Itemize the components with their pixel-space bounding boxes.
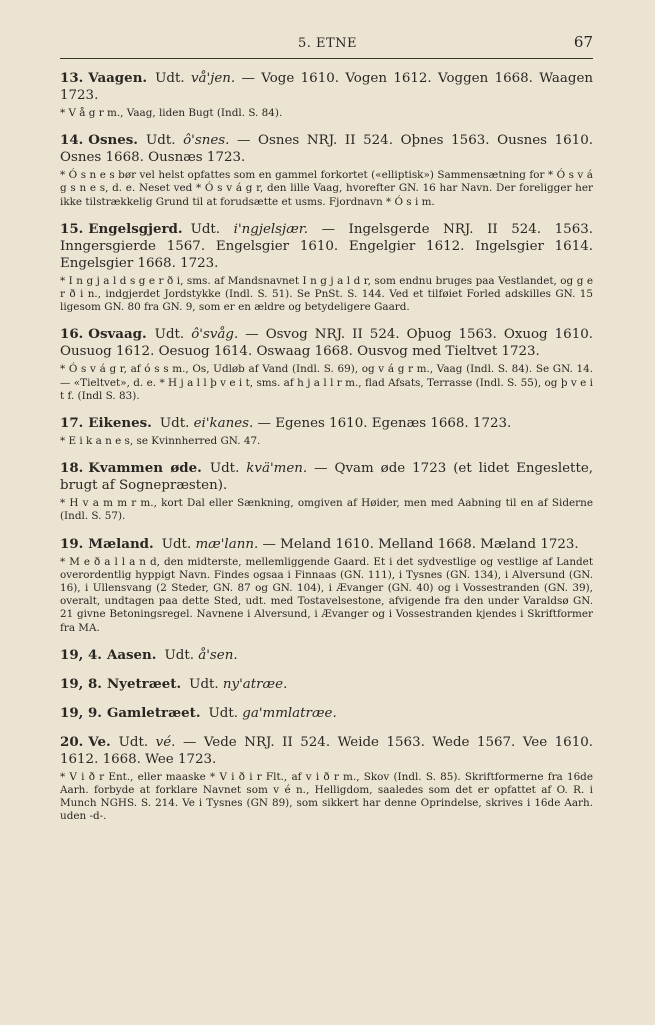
pronunciation: kvä'men.: [246, 461, 308, 477]
entry-name: Kvammen øde.: [88, 460, 202, 477]
entry-14: [60, 132, 593, 209]
historical-forms: — Meland 1610. Melland 1668. Mæland 1723.: [262, 536, 579, 552]
entry-number: 20.: [60, 733, 84, 750]
entries-list: [60, 70, 593, 836]
entry-note: * M e ð a l l a n d, den midterste, mellemliggende Gaard. Et i det sydvestlige og vestlige af Landet overordentlig hyppigt Navn. Findes ogsaa i Finnaas (GN. 111), i Tysnes (GN. 134), i Alversund (GN. 16), i Ullensvang (2 Steder, GN. 87 og GN. 104), i Ævanger (GN. 40) og i Vossestranden (GN. 39), overalt, undtagen paa dette Sted, udt. med Tostavelsestone, afvigende fra den under Varaldsø GN. 21 givne Betoningsregel. Navnene i Alversund, i Ævanger og i Vossestranden kjendes i Skriftformer fra MA.: [60, 555, 593, 634]
entry-19-4: [60, 647, 593, 664]
entry-13: [60, 70, 593, 120]
entry-number: 16.: [60, 326, 84, 343]
entry-number: 13.: [60, 70, 84, 86]
entry-number: 19.: [60, 535, 84, 552]
udt-label: Udt.: [190, 221, 221, 237]
udt-label: Udt.: [164, 647, 194, 663]
entry-heading: [60, 734, 593, 768]
entry-note: * I n g j a l d s g e r ð i, sms. af Mandsnavnet I n g j a l d r, som endnu bruges paa Vestlandet, og g e r ð i n., indgjerdet Jordstykke (Indl. S. 51). Se PnSt. S. 144. Ved et tilføiet Forled adskilles GN. 15 ligesom GN. 80 fra GN. 9, som er en ældre og betydeligere Gaard.: [60, 274, 593, 314]
udt-label: Udt.: [154, 327, 185, 343]
udt-label: Udt.: [208, 705, 238, 721]
pronunciation: ei'kanes.: [193, 416, 254, 432]
udt-label: Udt.: [155, 71, 185, 86]
udt-label: Udt.: [145, 133, 176, 149]
entry-heading: [60, 705, 593, 722]
header-rule: [60, 58, 593, 59]
entry-number: 18.: [60, 460, 84, 477]
historical-forms: — Ingelsgerde NRJ. II 524. 1563. Inngersgierde 1567. Engelsgier 1610. Engelgier 1612. Ingelsgier 1614. Engelsgier 1668. 1723.: [60, 221, 593, 271]
historical-forms: — Vede NRJ. II 524. Weide 1563. Wede 1567. Vee 1610. 1612. 1668. Wee 1723.: [60, 734, 593, 767]
entry-20: [60, 734, 593, 824]
udt-label: Udt.: [118, 734, 149, 750]
entry-17: [60, 415, 593, 448]
page-number: 67: [573, 33, 593, 51]
entry-number: 19, 9.: [60, 704, 102, 721]
entry-19-8: [60, 676, 593, 693]
entry-heading: [60, 460, 593, 494]
pronunciation: vé.: [155, 734, 176, 750]
historical-forms: — Qvam øde 1723 (et lidet Engeslette, brugt af Sognepræsten).: [60, 461, 594, 494]
entry-name: Engelsgjerd.: [88, 220, 183, 237]
entry-note: * V å g r m., Vaag, liden Bugt (Indl. S. 84).: [60, 107, 283, 119]
entry-15: [60, 221, 593, 315]
historical-forms: — Osvog NRJ. II 524. Oþuog 1563. Oxuog 1610. Ousuog 1612. Oesuog 1614. Oswaag 1668. Ousvog med Tieltvet 1723.: [60, 327, 593, 360]
entry-heading: [60, 415, 593, 432]
entry-heading: [60, 326, 593, 360]
entry-heading: [60, 647, 593, 664]
entry-16: [60, 326, 593, 403]
entry-note: * Ó s n e s bør vel helst opfattes som en gammel forkortet («elliptisk») Sammensætning for * Ó s v á g s n e s, d. e. Neset ved * Ó s v á g r, den lille Vaag, hvorefter GN. 16 har Navn. Der foreligger her ikke tilstrækkelig Grund til at forudsætte et usms. Fjordnavn * Ó s i m.: [60, 169, 593, 208]
entry-name: Osnes.: [88, 132, 138, 149]
udt-label: Udt.: [209, 461, 240, 477]
entry-name: Osvaag.: [88, 326, 147, 343]
entry-name: Vaagen.: [88, 70, 148, 86]
entry-note: * V i ð r Ent., eller maaske * V i ð i r Flt., af v i ð r m., Skov (Indl. S. 85). Skriftformerne fra 16de Aarh. forbyde at forklare Navnet som v é n., Helligdom, saaledes som det er opfattet af O. R. i Munch NGHS. S. 214. Ve i Tysnes (GN 89), som sikkert har denne Oprindelse, skrives i 16de Aarh. uden -d-.: [60, 770, 593, 823]
entry-heading: [60, 70, 593, 104]
entry-18: [60, 460, 593, 523]
pronunciation: ô'svåg.: [191, 327, 239, 343]
entry-number: 19, 8.: [60, 675, 102, 692]
pronunciation: ô'snes.: [183, 133, 230, 149]
historical-forms: — Osnes NRJ. II 524. Oþnes 1563. Ousnes 1610. Osnes 1668. Ousnæs 1723.: [60, 133, 593, 166]
entry-name: Nyetræet.: [106, 675, 182, 692]
entry-number: 14.: [60, 132, 84, 149]
pronunciation: i'ngjelsjær.: [233, 221, 308, 237]
entry-name: Eikenes.: [88, 415, 152, 432]
udt-label: Udt.: [189, 676, 219, 692]
pronunciation: mæ'lann.: [195, 536, 259, 552]
entry-note: * Ó s v á g r, af ó s s m., Os, Udløb af Vand (Indl. S. 69), og v á g r m., Vaag (Indl. S. 84). Se GN. 14. — «Tieltvet», d. e. * H j a l l þ v e i t, sms. af h j a l l r m., flad Afsats, Terrasse (Indl. S. 55), og þ v e i t f. (Indl S. 83).: [60, 363, 593, 402]
entry-note: * E i k a n e s, se Kvinnherred GN. 47.: [60, 435, 261, 448]
pronunciation: ny'atræe.: [222, 676, 288, 692]
entry-name: Mæland.: [88, 535, 154, 552]
pronunciation: ga'mmlatræe.: [242, 705, 337, 721]
entry-19-9: [60, 705, 593, 722]
entry-number: 19, 4.: [60, 646, 102, 663]
udt-label: Udt.: [159, 416, 190, 432]
entry-note: * H v a m m r m., kort Dal eller Sænkning, omgiven af Høider, men med Aabning til en af Siderne (Indl. S. 57).: [60, 497, 593, 523]
entry-name: Gamletræet.: [106, 704, 201, 721]
historical-forms: — Voge 1610. Vogen 1612. Voggen 1668. Waagen 1723.: [60, 71, 593, 103]
historical-forms: — Egenes 1610. Egenæs 1668. 1723.: [257, 416, 512, 432]
entry-heading: [60, 221, 593, 272]
entry-name: Aasen.: [106, 646, 157, 663]
entry-number: 15.: [60, 220, 84, 237]
entry-name: Ve.: [88, 733, 111, 750]
entry-heading: [60, 536, 593, 553]
running-header-title: 5. ETNE: [297, 36, 358, 51]
entry-heading: [60, 676, 593, 693]
entry-number: 17.: [60, 415, 84, 432]
udt-label: Udt.: [161, 536, 192, 552]
pronunciation: vå'jen.: [190, 71, 236, 86]
entry-heading: [60, 132, 593, 166]
entry-19: [60, 536, 593, 635]
pronunciation: å'sen.: [198, 647, 238, 663]
